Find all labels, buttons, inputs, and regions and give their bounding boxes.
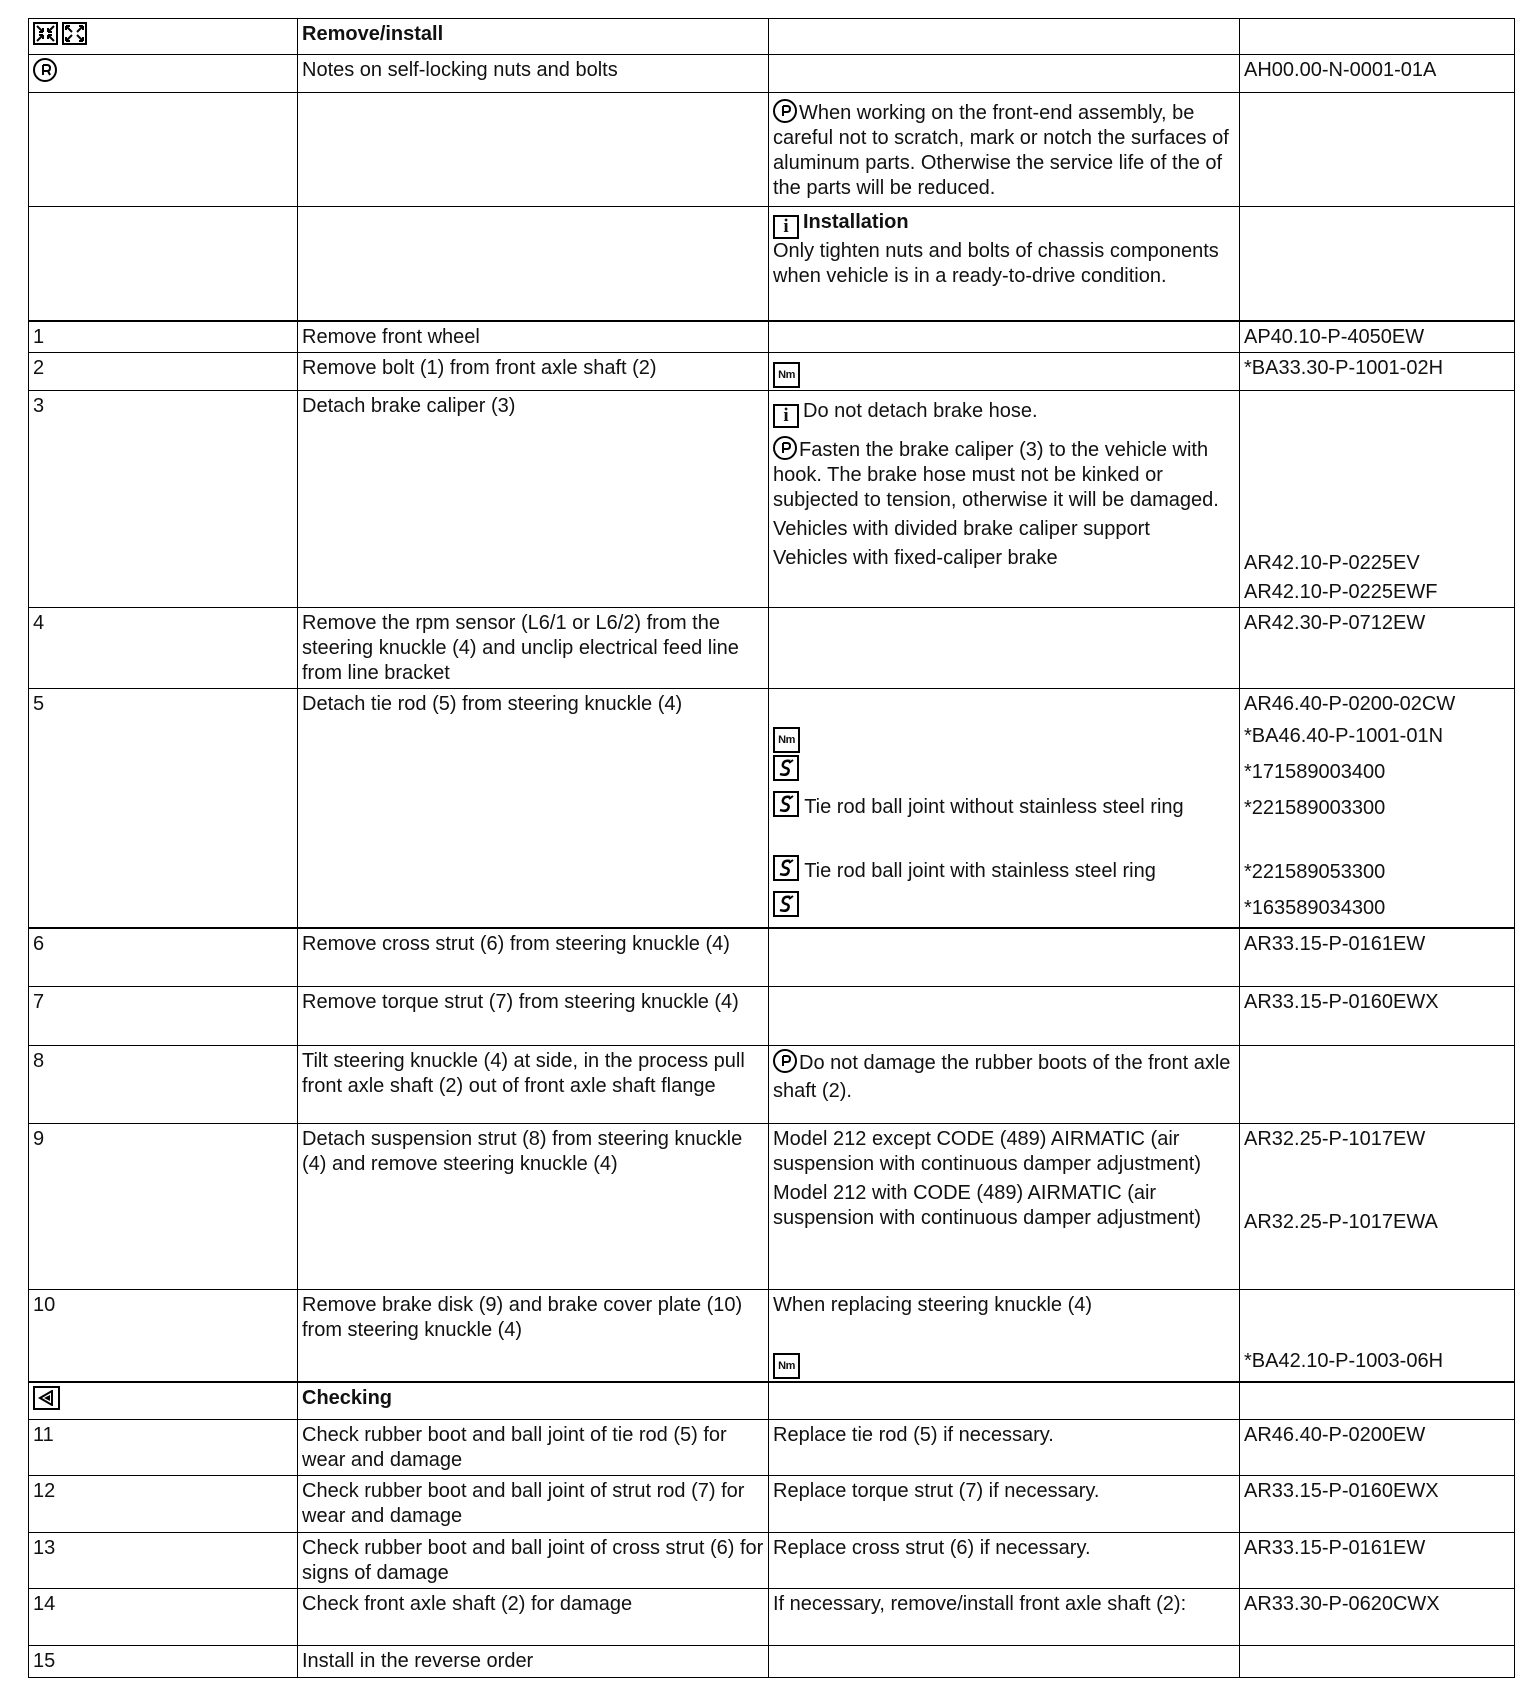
step-text: Install in the reverse order	[298, 1646, 769, 1678]
variant-text: Model 212 with CODE (489) AIRMATIC (air suspension with continuous damper adjustment)	[773, 1181, 1202, 1229]
step-number: 8	[29, 1045, 298, 1123]
step-ref[interactable]: AR42.30-P-0712EW	[1240, 607, 1515, 688]
step-text: Check rubber boot and ball joint of tie rod (5) for wear and damage	[298, 1420, 769, 1476]
step-ref[interactable]: AR33.15-P-0160EWX	[1240, 986, 1515, 1045]
checking-icon	[33, 1386, 60, 1410]
notes-ref[interactable]: AH00.00-N-0001-01A	[1240, 55, 1515, 93]
table-row	[29, 1476, 1515, 1533]
step-ref[interactable]: AR42.10-P-0225EWF	[1244, 580, 1438, 603]
procedure-table	[28, 18, 1515, 1678]
torque-nm-icon[interactable]: Nm	[773, 1353, 800, 1379]
step-ref[interactable]: AR33.15-P-0161EW	[1240, 1533, 1515, 1589]
notes-text: Notes on self-locking nuts and bolts	[298, 55, 769, 93]
step-ref[interactable]: AR33.30-P-0620CWX	[1240, 1589, 1515, 1646]
step-text: Remove torque strut (7) from steering knuckle (4)	[298, 986, 769, 1045]
tool-ref[interactable]: *171589003400	[1244, 760, 1386, 783]
table-row	[29, 607, 1515, 688]
step-text: Detach suspension strut (8) from steering knuckle (4) and remove steering knuckle (4)	[298, 1123, 769, 1289]
tool-ref[interactable]: *221589053300	[1244, 860, 1386, 883]
step-text: Remove bolt (1) from front axle shaft (2)	[298, 352, 769, 390]
step-note: Replace tie rod (5) if necessary.	[769, 1420, 1240, 1476]
installation-title: Installation	[803, 211, 909, 233]
step-number: 5	[29, 688, 298, 928]
step-note: If necessary, remove/install front axle shaft (2):	[769, 1589, 1240, 1646]
step-note: When replacing steering knuckle (4)	[773, 1293, 1093, 1316]
variant-text: Vehicles with fixed-caliper brake	[773, 546, 1058, 569]
table-row	[29, 55, 1515, 93]
caution-text: When working on the front-end assembly, be careful not to scratch, mark or notch the surfaces of aluminum parts. Otherwise the service life of the of the parts will be reduced.	[773, 102, 1229, 199]
header-empty-cell	[769, 19, 1240, 55]
step-ref[interactable]: AR33.15-P-0160EWX	[1240, 1476, 1515, 1533]
warning-icon	[773, 1049, 797, 1073]
info-icon: i	[773, 215, 799, 239]
step-note: Do not damage the rubber boots of the front axle shaft (2).	[773, 1051, 1231, 1102]
step-number: 1	[29, 321, 298, 353]
table-row	[29, 321, 1515, 353]
header-title: Remove/install	[298, 19, 769, 55]
variant-text: Model 212 except CODE (489) AIRMATIC (air suspension with continuous damper adjustment)	[773, 1127, 1202, 1175]
checking-header-row	[29, 1382, 1515, 1420]
step-text: Remove cross strut (6) from steering knuckle (4)	[298, 928, 769, 986]
step-number: 13	[29, 1533, 298, 1589]
step-text: Detach brake caliper (3)	[298, 390, 769, 607]
step-number: 11	[29, 1420, 298, 1476]
tool-text: Tie rod ball joint without stainless steel ring	[804, 795, 1184, 818]
step-number: 3	[29, 390, 298, 607]
table-row	[29, 1646, 1515, 1678]
step-ref[interactable]: AP40.10-P-4050EW	[1240, 321, 1515, 353]
step-text: Tilt steering knuckle (4) at side, in the process pull front axle shaft (2) out of front axle shaft flange	[298, 1045, 769, 1123]
table-row	[29, 390, 1515, 607]
step-text: Check front axle shaft (2) for damage	[298, 1589, 769, 1646]
step-number: 2	[29, 352, 298, 390]
step-ref[interactable]: AR32.25-P-1017EW	[1244, 1127, 1426, 1150]
table-row	[29, 1420, 1515, 1476]
step-number: 12	[29, 1476, 298, 1533]
torque-nm-icon[interactable]: Nm	[773, 362, 800, 388]
warning-icon	[773, 436, 797, 460]
warning-icon	[773, 99, 797, 123]
table-row	[29, 688, 1515, 928]
tool-text: Tie rod ball joint with stainless steel ring	[804, 859, 1156, 882]
install-icon	[62, 22, 87, 45]
step-text: Check rubber boot and ball joint of cross strut (6) for signs of damage	[298, 1533, 769, 1589]
special-tool-icon[interactable]	[773, 791, 799, 817]
step-ref[interactable]: AR32.25-P-1017EWA	[1244, 1210, 1438, 1233]
table-row	[29, 986, 1515, 1045]
special-tool-icon[interactable]	[773, 755, 799, 781]
step-number: 4	[29, 607, 298, 688]
checking-title: Checking	[298, 1382, 769, 1420]
step-number: 10	[29, 1289, 298, 1382]
installation-text: Only tighten nuts and bolts of chassis components when vehicle is in a ready-to-drive condition.	[773, 240, 1219, 287]
step-text: Remove the rpm sensor (L6/1 or L6/2) from the steering knuckle (4) and unclip electrical feed line from line bracket	[298, 607, 769, 688]
table-row	[29, 352, 1515, 390]
step-number: 14	[29, 1589, 298, 1646]
table-row	[29, 1045, 1515, 1123]
header-row	[29, 19, 1515, 55]
torque-nm-icon[interactable]: Nm	[773, 727, 800, 753]
info-icon: i	[773, 404, 799, 428]
table-row	[29, 1533, 1515, 1589]
step-note: Replace cross strut (6) if necessary.	[769, 1533, 1240, 1589]
remove-icon	[33, 22, 58, 45]
table-row	[29, 93, 1515, 207]
step-ref[interactable]: AR33.15-P-0161EW	[1240, 928, 1515, 986]
step-text: Remove front wheel	[298, 321, 769, 353]
variant-text: Vehicles with divided brake caliper support	[773, 517, 1150, 540]
step-text: Check rubber boot and ball joint of strut rod (7) for wear and damage	[298, 1476, 769, 1533]
table-row	[29, 1289, 1515, 1382]
step-ref[interactable]: AR42.10-P-0225EV	[1244, 551, 1420, 574]
step-note: Replace torque strut (7) if necessary.	[769, 1476, 1240, 1533]
warning-icon	[33, 58, 57, 82]
step-number: 7	[29, 986, 298, 1045]
step-number: 15	[29, 1646, 298, 1678]
torque-ref[interactable]: *BA42.10-P-1003-06H	[1244, 1349, 1444, 1372]
step-text: Detach tie rod (5) from steering knuckle (4)	[298, 688, 769, 928]
table-row	[29, 207, 1515, 321]
table-row	[29, 928, 1515, 986]
special-tool-icon[interactable]	[773, 855, 799, 881]
step-note: Do not detach brake hose.	[803, 399, 1038, 422]
header-empty-cell	[1240, 19, 1515, 55]
step-ref[interactable]: *BA33.30-P-1001-02H	[1240, 352, 1515, 390]
table-row	[29, 1123, 1515, 1289]
torque-ref[interactable]: *BA46.40-P-1001-01N	[1244, 724, 1444, 747]
tool-ref[interactable]: *163589034300	[1244, 896, 1386, 919]
step-number: 6	[29, 928, 298, 986]
special-tool-icon[interactable]	[773, 891, 799, 917]
tool-ref[interactable]: *221589003300	[1244, 796, 1386, 819]
header-icons-cell	[29, 19, 298, 55]
step-note: Fasten the brake caliper (3) to the vehicle with hook. The brake hose must not be kinked or subjected to tension, otherwise it will be damaged.	[773, 438, 1219, 511]
step-text: Remove brake disk (9) and brake cover plate (10) from steering knuckle (4)	[298, 1289, 769, 1382]
step-ref[interactable]: AR46.40-P-0200-02CW	[1244, 692, 1456, 715]
step-ref[interactable]: AR46.40-P-0200EW	[1240, 1420, 1515, 1476]
step-number: 9	[29, 1123, 298, 1289]
table-row	[29, 1589, 1515, 1646]
